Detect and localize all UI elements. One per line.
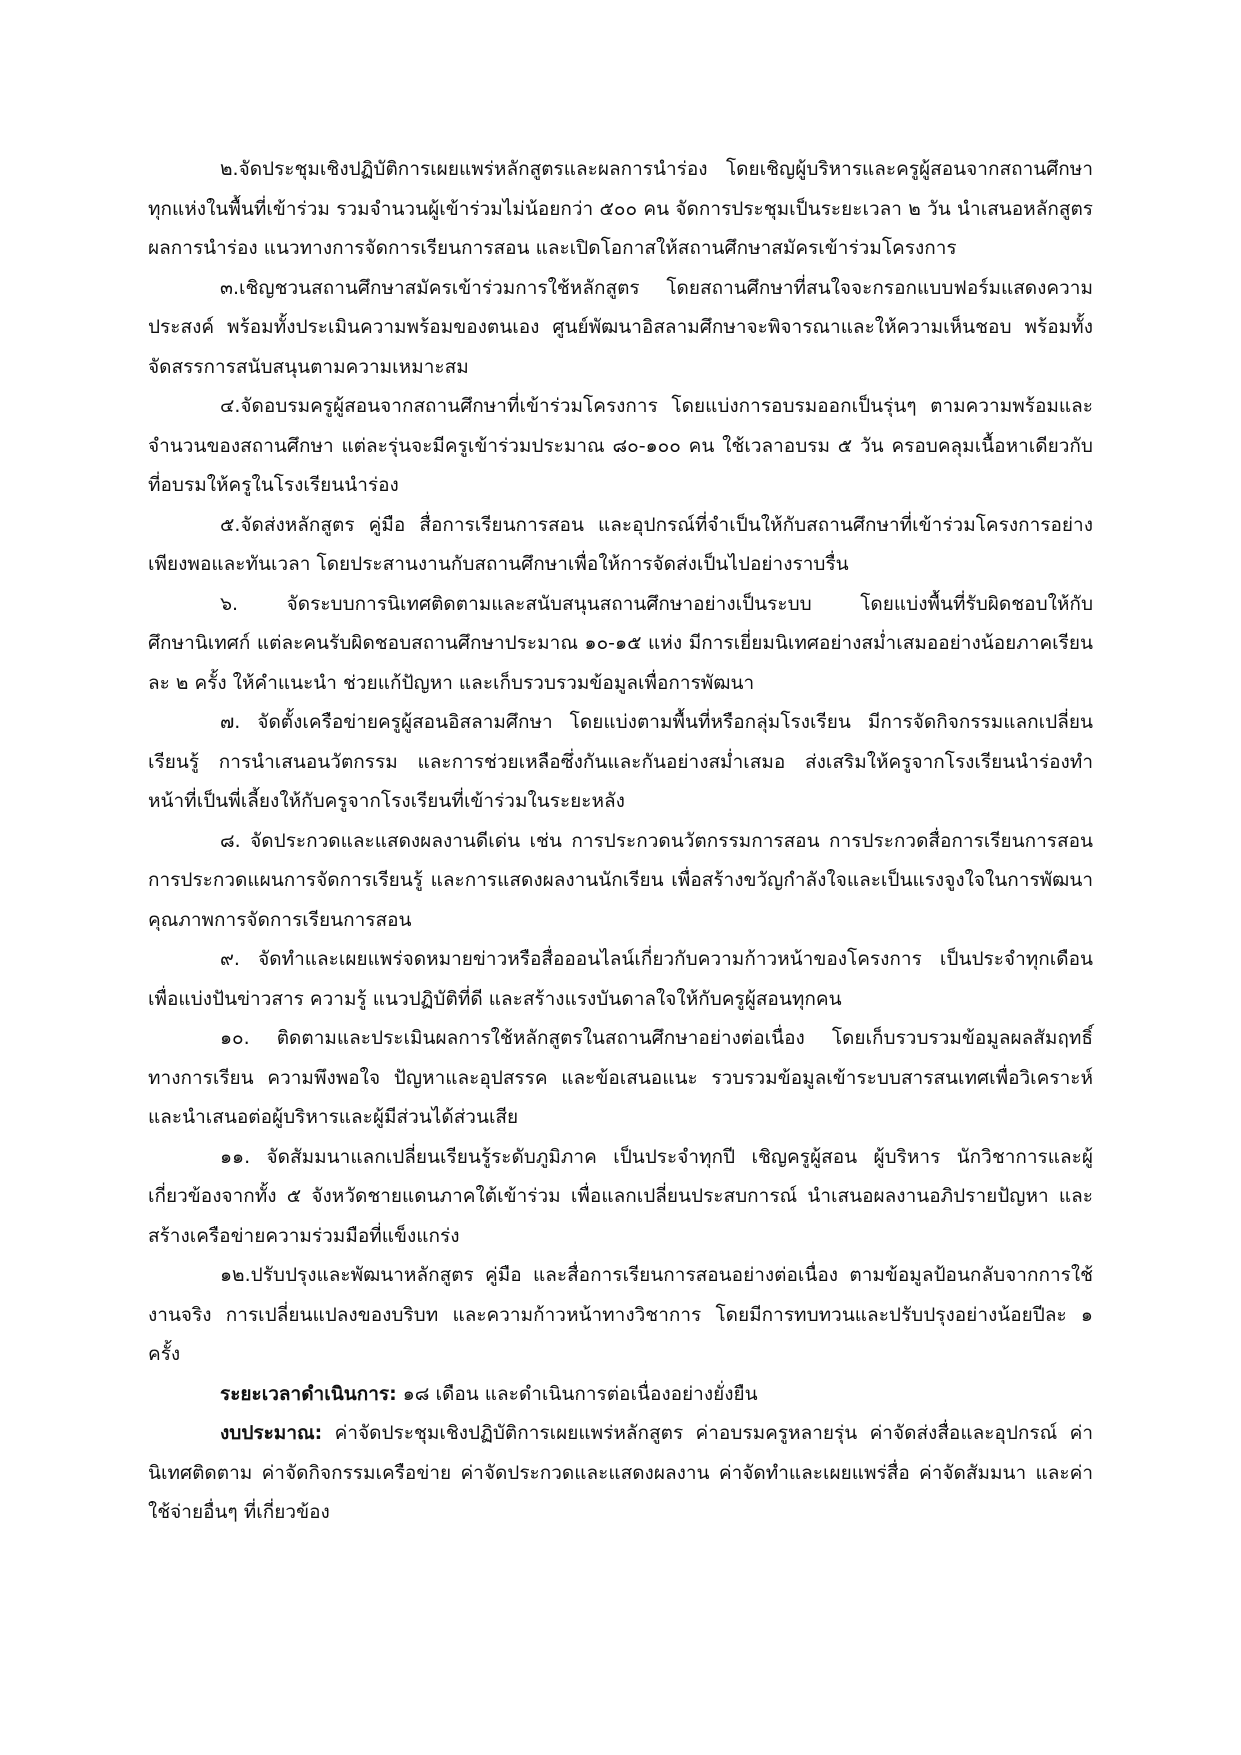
paragraph-item-6: ๖. จัดระบบการนิเทศติดตามและสนับสนุนสถานศึกษาอย่างเป็นระบบ โดยแบ่งพื้นที่รับผิดชอบให้กับศึกษานิเทศก์ แต่ละคนรับผิดชอบสถานศึกษาประมาณ ๑๐-๑๕ แห่ง มีการเยี่ยมนิเทศอย่างสม่ำเสมออย่างน้อยภาคเรียนละ ๒ ครั้ง ให้คำแนะนำ ช่วยแก้ปัญหา และเก็บรวบรวมข้อมูลเพื่อการพัฒนา [148, 592, 1093, 694]
paragraph-item-10: ๑๐. ติดตามและประเมินผลการใช้หลักสูตรในสถานศึกษาอย่างต่อเนื่อง โดยเก็บรวบรวมข้อมูลผลสัมฤทธิ์ทางการเรียน ความพึงพอใจ ปัญหาและอุปสรรค และข้อเสนอแนะ รวบรวมข้อมูลเข้าระบบสารสนเทศเพื่อวิเคราะห์และนำเสนอต่อผู้บริหารและผู้มีส่วนได้ส่วนเสีย [148, 1027, 1093, 1128]
paragraph-item-8: ๘. จัดประกวดและแสดงผลงานดีเด่น เช่น การประกวดนวัตกรรมการสอน การประกวดสื่อการเรียนการสอน การประกวดแผนการจัดการเรียนรู้ และการแสดงผลงานนักเรียน เพื่อสร้างขวัญกำลังใจและเป็นแรงจูงใจในการพัฒนาคุณภาพการจัดการเรียนการสอน [148, 829, 1093, 931]
paragraph-item-5: ๕.จัดส่งหลักสูตร คู่มือ สื่อการเรียนการสอน และอุปกรณ์ที่จำเป็นให้กับสถานศึกษาที่เข้าร่วมโครงการอย่างเพียงพอและทันเวลา โดยประสานงานกับสถานศึกษาเพื่อให้การจัดส่งเป็นไปอย่างราบรื่น [148, 513, 1093, 575]
paragraph-item-3: ๓.เชิญชวนสถานศึกษาสมัครเข้าร่วมการใช้หลักสูตร โดยสถานศึกษาที่สนใจจะกรอกแบบฟอร์มแสดงความประสงค์ พร้อมทั้งประเมินความพร้อมของตนเอง ศูนย์พัฒนาอิสลามศึกษาจะพิจารณาและให้ความเห็นชอบ พร้อมทั้งจัดสรรการสนับสนุนตามความเหมาะสม [148, 276, 1093, 378]
duration-paragraph [148, 1375, 1093, 1415]
duration-value: ๑๘ เดือน และดำเนินการต่อเนื่องอย่างยั่งยืน [396, 1382, 758, 1405]
paragraph-item-11: ๑๑. จัดสัมมนาแลกเปลี่ยนเรียนรู้ระดับภูมิภาค เป็นประจำทุกปี เชิญครูผู้สอน ผู้บริหาร นักวิชาการและผู้เกี่ยวข้องจากทั้ง ๕ จังหวัดชายแดนภาคใต้เข้าร่วม เพื่อแลกเปลี่ยนประสบการณ์ นำเสนอผลงานอภิปรายปัญหา และสร้างเครือข่ายความร่วมมือที่แข็งแกร่ง [148, 1145, 1093, 1247]
paragraph-item-12: ๑๒.ปรับปรุงและพัฒนาหลักสูตร คู่มือ และสื่อการเรียนการสอนอย่างต่อเนื่อง ตามข้อมูลป้อนกลับจากการใช้งานจริง การเปลี่ยนแปลงของบริบท และความก้าวหน้าทางวิชาการ โดยมีการทบทวนและปรับปรุงอย่างน้อยปีละ ๑ ครั้ง [148, 1264, 1093, 1365]
document-page [148, 150, 1093, 1533]
budget-label: งบประมาณ: [220, 1422, 323, 1444]
paragraph-item-9: ๙. จัดทำและเผยแพร่จดหมายข่าวหรือสื่อออนไลน์เกี่ยวกับความก้าวหน้าของโครงการ เป็นประจำทุกเดือน เพื่อแบ่งปันข่าวสาร ความรู้ แนวปฏิบัติที่ดี และสร้างแรงบันดาลใจให้กับครูผู้สอนทุกคน [148, 948, 1093, 1010]
budget-value: ค่าจัดประชุมเชิงปฏิบัติการเผยแพร่หลักสูตร ค่าอบรมครูหลายรุ่น ค่าจัดส่งสื่อและอุปกรณ์ ค่านิเทศติดตาม ค่าจัดกิจกรรมเครือข่าย ค่าจัดประกวดและแสดงผลงาน ค่าจัดทำและเผยแพร่สื่อ ค่าจัดสัมมนา และค่าใช้จ่ายอื่นๆ ที่เกี่ยวข้อง [148, 1422, 1093, 1523]
paragraph-item-7: ๗. จัดตั้งเครือข่ายครูผู้สอนอิสลามศึกษา โดยแบ่งตามพื้นที่หรือกลุ่มโรงเรียน มีการจัดกิจกรรมแลกเปลี่ยนเรียนรู้ การนำเสนอนวัตกรรม และการช่วยเหลือซึ่งกันและกันอย่างสม่ำเสมอ ส่งเสริมให้ครูจากโรงเรียนนำร่องทำหน้าที่เป็นพี่เลี้ยงให้กับครูจากโรงเรียนที่เข้าร่วมในระยะหลัง [148, 711, 1093, 812]
duration-label: ระยะเวลาดำเนินการ: [220, 1382, 397, 1405]
budget-paragraph [148, 1414, 1093, 1533]
paragraph-item-2: ๒.จัดประชุมเชิงปฏิบัติการเผยแพร่หลักสูตรและผลการนำร่อง โดยเชิญผู้บริหารและครูผู้สอนจากสถานศึกษาทุกแห่งในพื้นที่เข้าร่วม รวมจำนวนผู้เข้าร่วมไม่น้อยกว่า ๕๐๐ คน จัดการประชุมเป็นระยะเวลา ๒ วัน นำเสนอหลักสูตร ผลการนำร่อง แนวทางการจัดการเรียนการสอน และเปิดโอกาสให้สถานศึกษาสมัครเข้าร่วมโครงการ [148, 158, 1093, 259]
paragraph-item-4: ๔.จัดอบรมครูผู้สอนจากสถานศึกษาที่เข้าร่วมโครงการ โดยแบ่งการอบรมออกเป็นรุ่นๆ ตามความพร้อมและจำนวนของสถานศึกษา แต่ละรุ่นจะมีครูเข้าร่วมประมาณ ๘๐-๑๐๐ คน ใช้เวลาอบรม ๕ วัน ครอบคลุมเนื้อหาเดียวกับที่อบรมให้ครูในโรงเรียนนำร่อง [148, 395, 1093, 496]
